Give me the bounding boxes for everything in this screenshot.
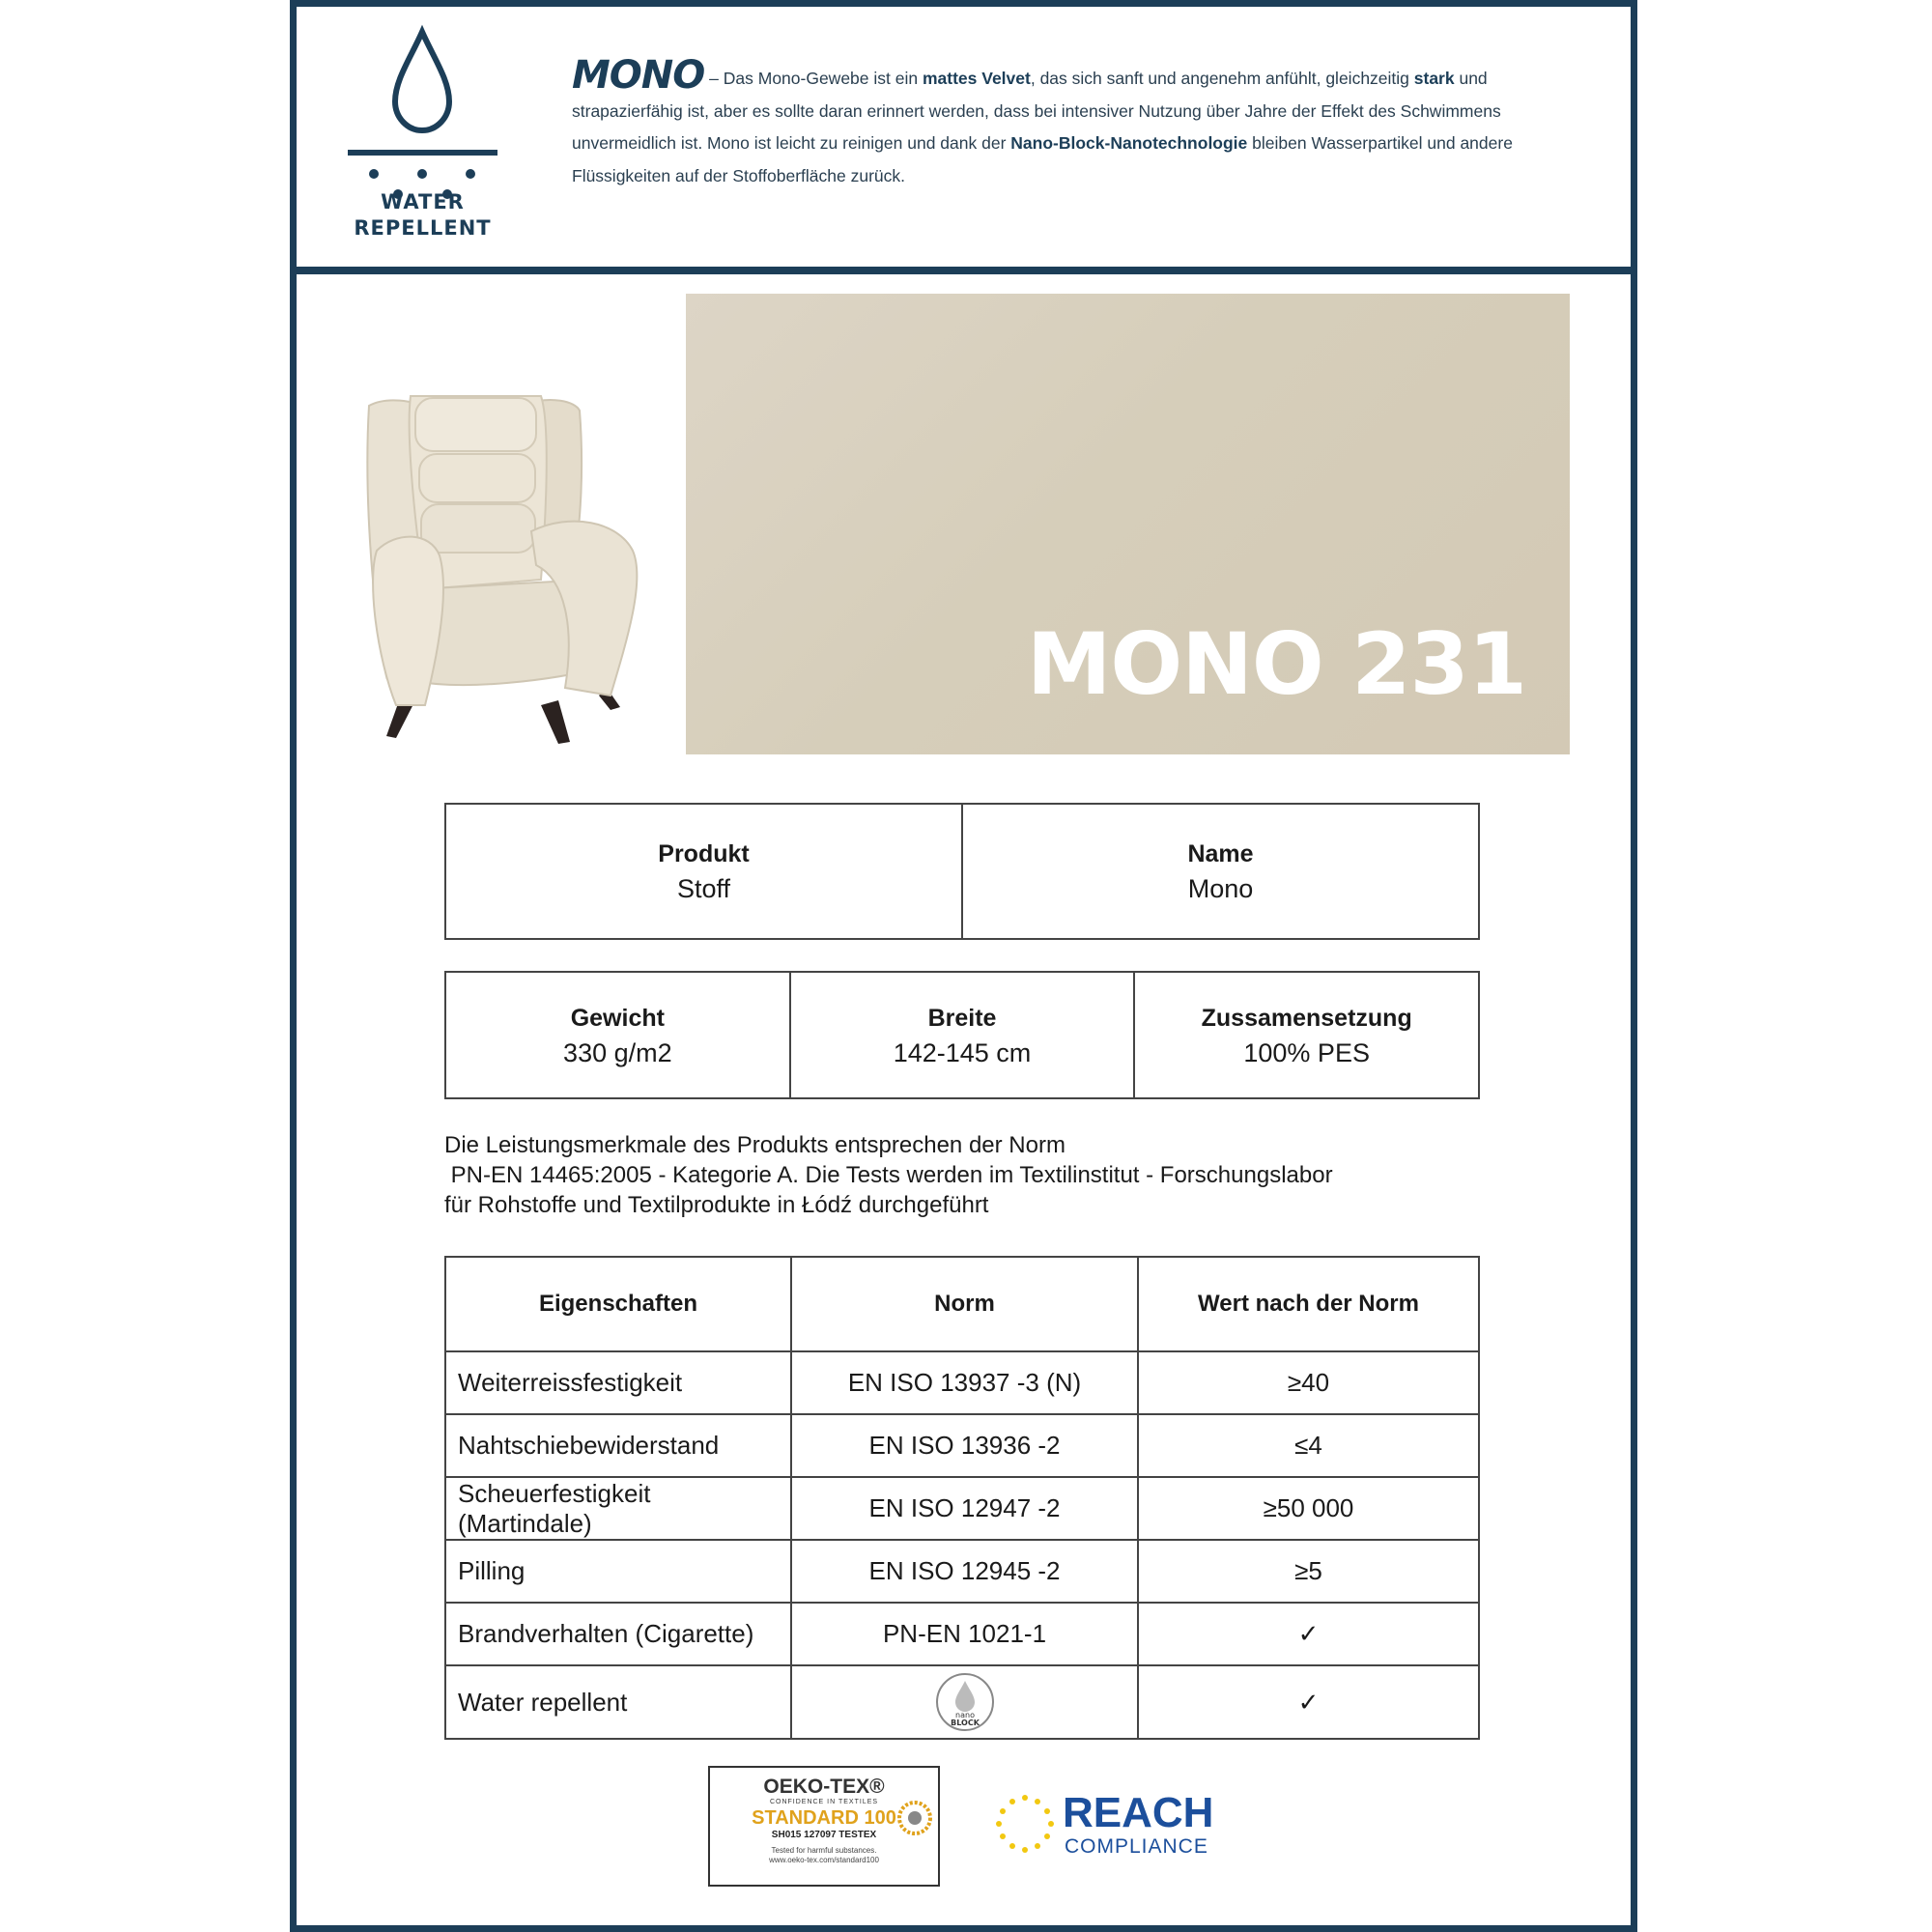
width-cell: Breite 142-145 cm	[791, 973, 1136, 1097]
header-value: Wert nach der Norm	[1138, 1257, 1479, 1351]
oeko-tex-logo: OEKO-TEX® CONFIDENCE IN TEXTILES STANDARD 100 SH015 127097 TESTEX Tested for harmful substances. www.oeko-tex.com/standard100	[708, 1766, 940, 1887]
table-row: Scheuerfestigkeit (Martindale) EN ISO 12947 -2 ≥50 000	[445, 1477, 1479, 1540]
table-row: Pilling EN ISO 12945 -2 ≥5	[445, 1540, 1479, 1603]
product-info-row	[444, 803, 1480, 940]
properties-table	[444, 1256, 1480, 1740]
table-row: Weiterreissfestigkeit EN ISO 13937 -3 (N) ≥40	[445, 1351, 1479, 1414]
norm-description: Die Leistungsmerkmale des Produkts entsprechen der Norm PN-EN 14465:2005 - Kategorie A. Die Tests werden im Textilinstitut - Forschungslabor für Rohstoffe und Textilprodukte in Łódź durchgeführt	[444, 1132, 1333, 1218]
intro-text: MONO – Das Mono-Gewebe ist ein mattes Velvet, das sich sanft und angenehm anfühlt, gleichzeitig stark und strapazierfähig ist, aber es sollte daran erinnert werden, dass bei intensiver Nutzung über Jahre der Effekt des Schwimmens unvermeidlich ist. Mono ist leicht zu reinigen und dank der Nano-Block-Nanotechnologie bleiben Wasserpartikel und andere Flüssigkeiten auf der Stoffoberfläche zurück.	[572, 53, 1513, 185]
armchair-image	[357, 386, 667, 744]
header-norm: Norm	[791, 1257, 1138, 1351]
weight-cell: Gewicht 330 g/m2	[446, 973, 791, 1097]
reach-compliance-logo: REACH COMPLIANCE	[993, 1787, 1225, 1864]
table-header-row	[445, 1257, 1479, 1351]
swatch-label: MONO 231	[1026, 614, 1526, 714]
table-row: Water repellent nano BLOCK ✓	[445, 1665, 1479, 1739]
oeko-flower-icon	[897, 1801, 932, 1835]
svg-text:BLOCK: BLOCK	[950, 1719, 980, 1727]
eu-stars-icon	[993, 1792, 1057, 1856]
table-row: Brandverhalten (Cigarette) PN-EN 1021-1 ✓	[445, 1603, 1479, 1665]
svg-text:nano: nano	[954, 1711, 975, 1719]
water-repellent-label	[333, 189, 512, 242]
product-cell: Produkt Stoff	[446, 805, 963, 938]
specs-info-row	[444, 971, 1480, 1099]
repellent-label: REPELLENT	[354, 216, 492, 240]
table-row: Nahtschiebewiderstand EN ISO 13936 -2 ≤4	[445, 1414, 1479, 1477]
header-divider	[290, 267, 1637, 274]
fabric-swatch	[686, 294, 1570, 754]
name-cell: Name Mono	[1187, 840, 1254, 903]
header-properties: Eigenschaften	[445, 1257, 791, 1351]
water-label: WATER	[381, 190, 465, 213]
composition-cell: Zussamensetzung 100% PES	[1201, 1004, 1412, 1067]
nano-block-icon	[934, 1671, 996, 1733]
brand-name: MONO	[572, 53, 705, 98]
